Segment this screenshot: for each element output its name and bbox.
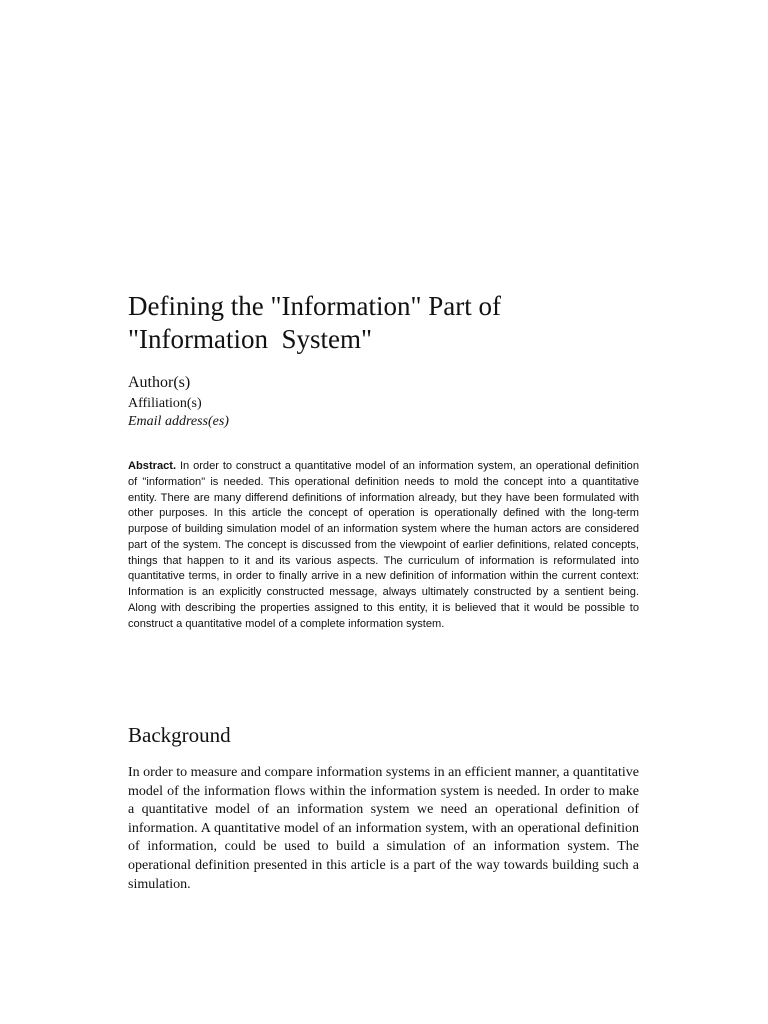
paper-title-line-2: "Information System"	[128, 324, 373, 354]
affiliations: Affiliation(s)	[128, 396, 202, 411]
abstract-text: In order to construct a quantitative model of an information system, an operational definition of "information" is needed. This operational definition needs to mold the concept into a quantitative entity. There are many differend definitions of information already, but they have been formulated with other purposes. In this article the concept of operation is operationally defined with the long-term purpose of building simulation model of an information system where the human actors are considered part of the system. The concept is discussed from the viewpoint of earlier definitions, related concepts, things that happen to it and its various aspects. The curriculum of information is reformulated into quantitative terms, in order to finally arrive in a new definition of information within the current context: Information is an explicitly constructed message, always ultimately constructed by a sentient being. Along with describing the properties assigned to this entity, it is believed that it would be possible to construct a quantitative model of a complete information system.	[128, 460, 639, 630]
abstract	[128, 459, 639, 632]
section-heading-background: Background	[128, 723, 231, 747]
authors: Author(s)	[128, 374, 191, 391]
email-addresses: Email address(es)	[128, 414, 229, 429]
paper-title	[128, 290, 639, 356]
section-body-background: In order to measure and compare information systems in an efficient manner, a quantitative model of the information flows within the information system is needed. In order to make a quantitative model of an information system we need an operational definition of information. A quantitative model of an information system, with an operational definition of information, could be used to build a simulation of an information system. The operational definition presented in this article is a part of the way towards building such a simulation.	[128, 765, 639, 892]
abstract-label: Abstract.	[128, 460, 177, 472]
paper-title-line-1: Defining the "Information" Part of	[128, 291, 501, 321]
